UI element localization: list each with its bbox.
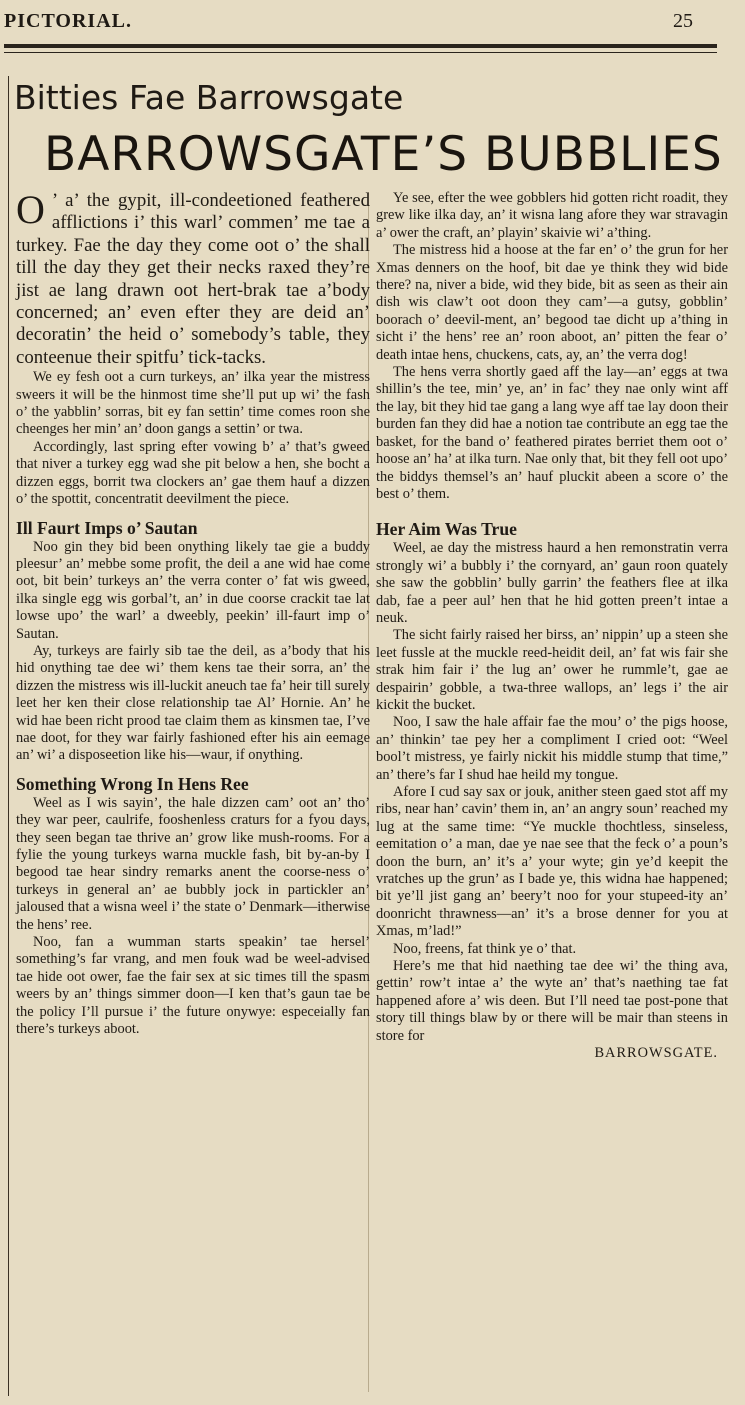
section-heading-her-aim: Her Aim Was True	[376, 519, 517, 540]
drop-cap: O	[16, 187, 45, 232]
section-heading-hens-ree: Something Wrong In Hens Ree	[16, 773, 249, 794]
article-frame-line	[8, 76, 9, 1396]
body-paragraph: Ye see, efter the wee gobblers hid gotten richt roadit, they grew like ilka day, an’ it wisna lang afore they war stravagin a’ ower the craft, an’ playin’ skaivie wi’ a’thing.	[376, 190, 728, 241]
article-headline: BARROWSGATE’S BUBBLIES	[44, 127, 723, 182]
magazine-title: PICTORIAL.	[4, 10, 132, 32]
lead-text: ’ a’ the gypit, ill-condeetioned feathered afflictions i’ this warl’ commen’ me tae a turkey. Fae the day they come oot o’ the shall till the day they get their necks raxed they’re jist ae lang drawn oot hert-brak tae a’body concerned; an’ even efter they are deid an’ decoratin’ the heid o’ somebody’s table, they conteenue their spitfu’ tick-tacks.	[16, 190, 370, 368]
running-header	[0, 6, 745, 38]
column-left	[16, 187, 370, 1038]
body-paragraph: Weel as I wis sayin’, the hale dizzen cam’ oot an’ tho’ they war peer, caulrife, fooshenless craturs for a fyou days, they seen began tae thrive an’ grow like mush-rooms. For a fylie the young turkeys warna muckle fash, bit by-an-by I begood tae hear sindry remarks anent the coorse-ness o’ turkeys in general an’ ae bubbly jock in partickler an’ jaloused that a wisna weel i’ the state o’ Denmark—itherwise the hens’ ree.	[16, 794, 370, 933]
article-kicker: Bitties Fae Barrowsgate	[14, 78, 404, 117]
body-paragraph: Noo, fan a wumman starts speakin’ tae hersel’ something’s far vrang, and men fouk wad be weel-advised tae hide oot ower, fae the fair sex at sic times till the spasm weers by an’ things simmer doon—I ken that’s gaun tae be the policy I’ll pursue i’ the future onywye: especeially fan there’s turkeys aboot.	[16, 934, 370, 1038]
body-paragraph: Here’s me that hid naething tae dee wi’ the thing ava, gettin’ row’t intae a’ the wyte an’ that’s naething tae fat happened afore a’ wis deen. But I’ll need tae post-pone that story till things blaw by or there will be mair than steens in store for	[376, 958, 728, 1044]
body-paragraph: The mistress hid a hoose at the far en’ o’ the grun for her Xmas denners on the hoof, bit dae ye think they wid bide there? na, niver a bide, wid they bide, bit as seen as their ain dish wis claw’t oot doon they cam’—a gutsy, gobblin’ boorach o’ deevil-ment, an’ begood tae dicht up a’thing in sicht i’ the hens’ ree an’ roon aboot, an’ pitten the fear o’ death intae hens, chuckens, cats, ay, an’ the verra dog!	[376, 242, 728, 363]
column-right	[376, 190, 728, 1063]
body-paragraph: Ay, turkeys are fairly sib tae the deil, as a’body that his hid onything tae dee wi’ them kens tae their sorra, an’ the dizzen the mistress wis ill-luckit aneuch tae fa’ heir till surely leet her ken their close relationship tae Al’ Hornie. An’ he wid hae been richt prood tae claim them as kinsmen tae, I’ve nae doot, for they war fairly fashioned efter his ain eemage an’ wi’ a disposeetion like his—waur, if onything.	[16, 642, 370, 764]
body-paragraph: The sicht fairly raised her birss, an’ nippin’ up a steen she leet fussle at the muckle reed-heidit deil, an’ fat wis fair she strak him fair i’ the lug an’ ower he rummle’t, gae ae despairin’ gobble, a twa-three wallops, an’ legs i’ the air kickit the bucket.	[376, 627, 728, 713]
page-number: 25	[673, 10, 693, 32]
body-paragraph: Accordingly, last spring efter vowing b’ a’ that’s gweed that niver a turkey egg wad she pit below a hen, she bocht a dizzen eggs, borrit twa clockers an’ gae them hauf a dizzen o’ the spottit, concentratit deevilment the piece.	[16, 438, 370, 508]
author-signoff: BARROWSGATE.	[594, 1045, 718, 1062]
header-rule-thin	[4, 52, 717, 53]
lead-paragraph	[16, 187, 370, 369]
body-paragraph: Noo, freens, fat think ye o’ that.	[393, 940, 577, 957]
body-paragraph: We ey fesh oot a curn turkeys, an’ ilka year the mistress sweers it will be the hinmost time she’ll put up wi’ the fash o’ the yabblin’ sorras, bit ey fan settin’ time comes roon she cheenges her min’ an’ doon gangs a settin’ or twa.	[16, 369, 370, 438]
section-heading-imps: Ill Faurt Imps o’ Sautan	[16, 517, 198, 538]
body-paragraph: Noo gin they bid been onything likely tae gie a buddy pleesur’ an’ mebbe some profit, the deil a ane wid hae come oot, bit bein’ turkeys an’ the verra conter o’ fat wis gweed, ilka single egg wis gorbal’t, an’ in due coorse crackit tae lat lowse upo’ the warl’ a dweebly, peekin’ ill-faurt imp o’ Sautan.	[16, 538, 370, 642]
body-paragraph: Weel, ae day the mistress haurd a hen remonstratin verra strongly wi’ a bubbly i’ the cornyard, an’ gaun roon quately she saw the gobblin’ bully garrin’ the feathers flee at ilka dab, fae a peer aul’ hen that he hid gotten preen’t intae a neuk.	[376, 540, 728, 626]
body-paragraph: The hens verra shortly gaed aff the lay—an’ eggs at twa shillin’s the tee, min’ ye, an’ in fac’ they nae only wint aff the lay, bit they hid tae gang a lang wye aff tae lay doon their burden fan they did hae a notion tae contribute an egg tae the basket, for the band o’ feathered pirates berriet them oot o’ hoose an’ ha’ at ilka turn. Nae only that, bit they fell oot upo’ the biddys themsel’s an’ hauf pluckit abeen a score o’ the best o’ them.	[376, 364, 728, 502]
header-rule-thick	[4, 44, 717, 48]
body-paragraph: Afore I cud say sax or jouk, anither steen gaed stot aff my ribs, near han’ cavin’ them in, an’ an angry soun’ reached my lug at the same time: “Ye muckle thochtless, sinseless, eemitation o’ a man, dae ye nae see that the feck o’ a poun’s doon the burn, an’ it’s a’ your wyte; gin ye’d keepit the vratches up the grun’ as I bade ye, this widna hae happened; bit ye’ll jist gang an’ beery’t noo for your stupeed-ity an’ doonricht thrawness—an’ it’s a brose denner for you at Xmas, m’lad!”	[376, 784, 728, 940]
body-paragraph: Noo, I saw the hale affair fae the mou’ o’ the pigs hoose, an’ thinkin’ tae pey her a compliment I cried oot: “Weel bool’t mistress, ye fairly nickit his middle stump that time,” an’ there’s far I shud hae heild my tongue.	[376, 714, 728, 783]
